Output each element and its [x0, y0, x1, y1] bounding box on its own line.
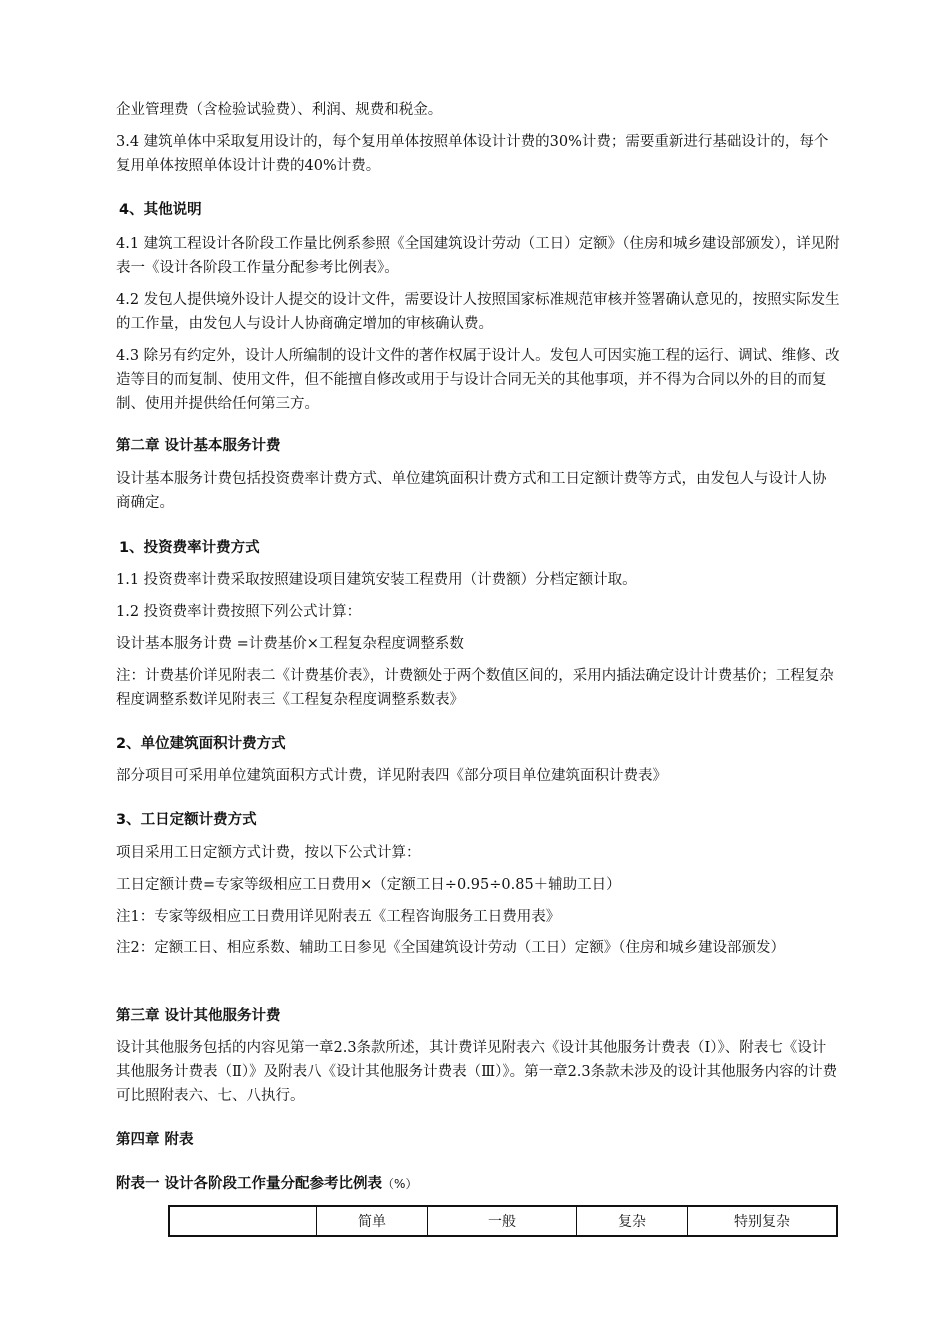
paragraph-fees: 企业管理费（含检验试验费）、利润、规费和税金。: [116, 102, 443, 118]
heading-other-notes: 4、其他说明: [119, 202, 202, 218]
table-1-unit: （%）: [382, 1177, 418, 1191]
formula-workday: 工日定额计费=专家等级相应工日费用×（定额工日÷0.95÷0.85＋辅助工日）: [116, 877, 621, 893]
chapter-3-text: 设计其他服务包括的内容见第一章2.3条款所述，其计费详见附表六《设计其他服务计费表（Ⅰ）》、附表七《设计其他服务计费表（Ⅱ）》及附表八《设计其他服务计费表（Ⅲ）》。第一章2.3条款未涉及的设计其他服务内容的计费可比照附表六、七、八执行。: [116, 1040, 838, 1104]
paragraph-3-4: 3.4 建筑单体中采取复用设计的，每个复用单体按照单体设计计费的30%计费；需要重新进行基础设计的，每个复用单体按照单体设计计费的40%计费。: [116, 134, 829, 174]
workload-ratio-table: [168, 1205, 838, 1237]
chapter-2-title: 第二章 设计基本服务计费: [116, 438, 281, 454]
table-1-title: 附表一 设计各阶段工作量分配参考比例表: [116, 1176, 383, 1192]
paragraph-4-3: 4.3 除另有约定外，设计人所编制的设计文件的著作权属于设计人。发包人可因实施工程的运行、调试、维修、改造等目的而复制、使用文件，但不能擅自修改或用于与设计合同无关的其他事项，并不得为合同以外的目的而复制、使用并提供给任何第三方。: [116, 348, 840, 412]
paragraph-1-1: 1.1 投资费率计费采取按照建设项目建筑安装工程费用（计费额）分档定额计取。: [116, 572, 637, 588]
note-workday-1: 注1：专家等级相应工日费用详见附表五《工程咨询服务工日费用表》: [116, 909, 561, 925]
heading-invest-rate: 1、投资费率计费方式: [119, 540, 260, 556]
paragraph-4-2: 4.2 发包人提供境外设计人提交的设计文件，需要设计人按照国家标准规范审核并签署确认意见的，按照实际发生的工作量，由发包人与设计人协商确定增加的审核确认费。: [116, 292, 840, 332]
table-1: [168, 1205, 838, 1237]
paragraph-1-2: 1.2 投资费率计费按照下列公式计算：: [116, 604, 362, 620]
table-header-cell: [169, 1206, 317, 1236]
paragraph-4-1: 4.1 建筑工程设计各阶段工作量比例系参照《全国建筑设计劳动（工日）定额》（住房和城乡建设部颁发），详见附表一《设计各阶段工作量分配参考比例表》。: [116, 236, 840, 276]
formula-basic-fee: 设计基本服务计费 =计费基价×工程复杂程度调整系数: [116, 636, 464, 652]
chapter-3-title: 第三章 设计其他服务计费: [116, 1008, 281, 1024]
table-1-caption: [116, 1172, 417, 1196]
heading-workday: 3、工日定额计费方式: [116, 812, 257, 828]
paragraph-workday-intro: 项目采用工日定额方式计费，按以下公式计算：: [116, 845, 421, 861]
note-basic-fee: 注：计费基价详见附表二《计费基价表》，计费额处于两个数值区间的，采用内插法确定设计计费基价；工程复杂程度调整系数详见附表三《工程复杂程度调整系数表》: [116, 668, 834, 708]
table-header-cell: 简单: [317, 1206, 428, 1236]
table-header-cell: 一般: [428, 1206, 577, 1236]
table-header-cell: 复杂: [577, 1206, 688, 1236]
chapter-4-title: 第四章 附表: [116, 1132, 194, 1148]
table-header-row: [169, 1206, 837, 1236]
heading-unit-area: 2、单位建筑面积计费方式: [116, 736, 286, 752]
chapter-2-intro: 设计基本服务计费包括投资费率计费方式、单位建筑面积计费方式和工日定额计费等方式，由发包人与设计人协商确定。: [116, 471, 827, 511]
paragraph-unit-area: 部分项目可采用单位建筑面积方式计费，详见附表四《部分项目单位建筑面积计费表》: [116, 768, 667, 784]
table-header-cell: 特别复杂: [688, 1206, 838, 1236]
note-workday-2: 注2：定额工日、相应系数、辅助工日参见《全国建筑设计劳动（工日）定额》（住房和城乡建设部颁发）: [116, 940, 785, 956]
